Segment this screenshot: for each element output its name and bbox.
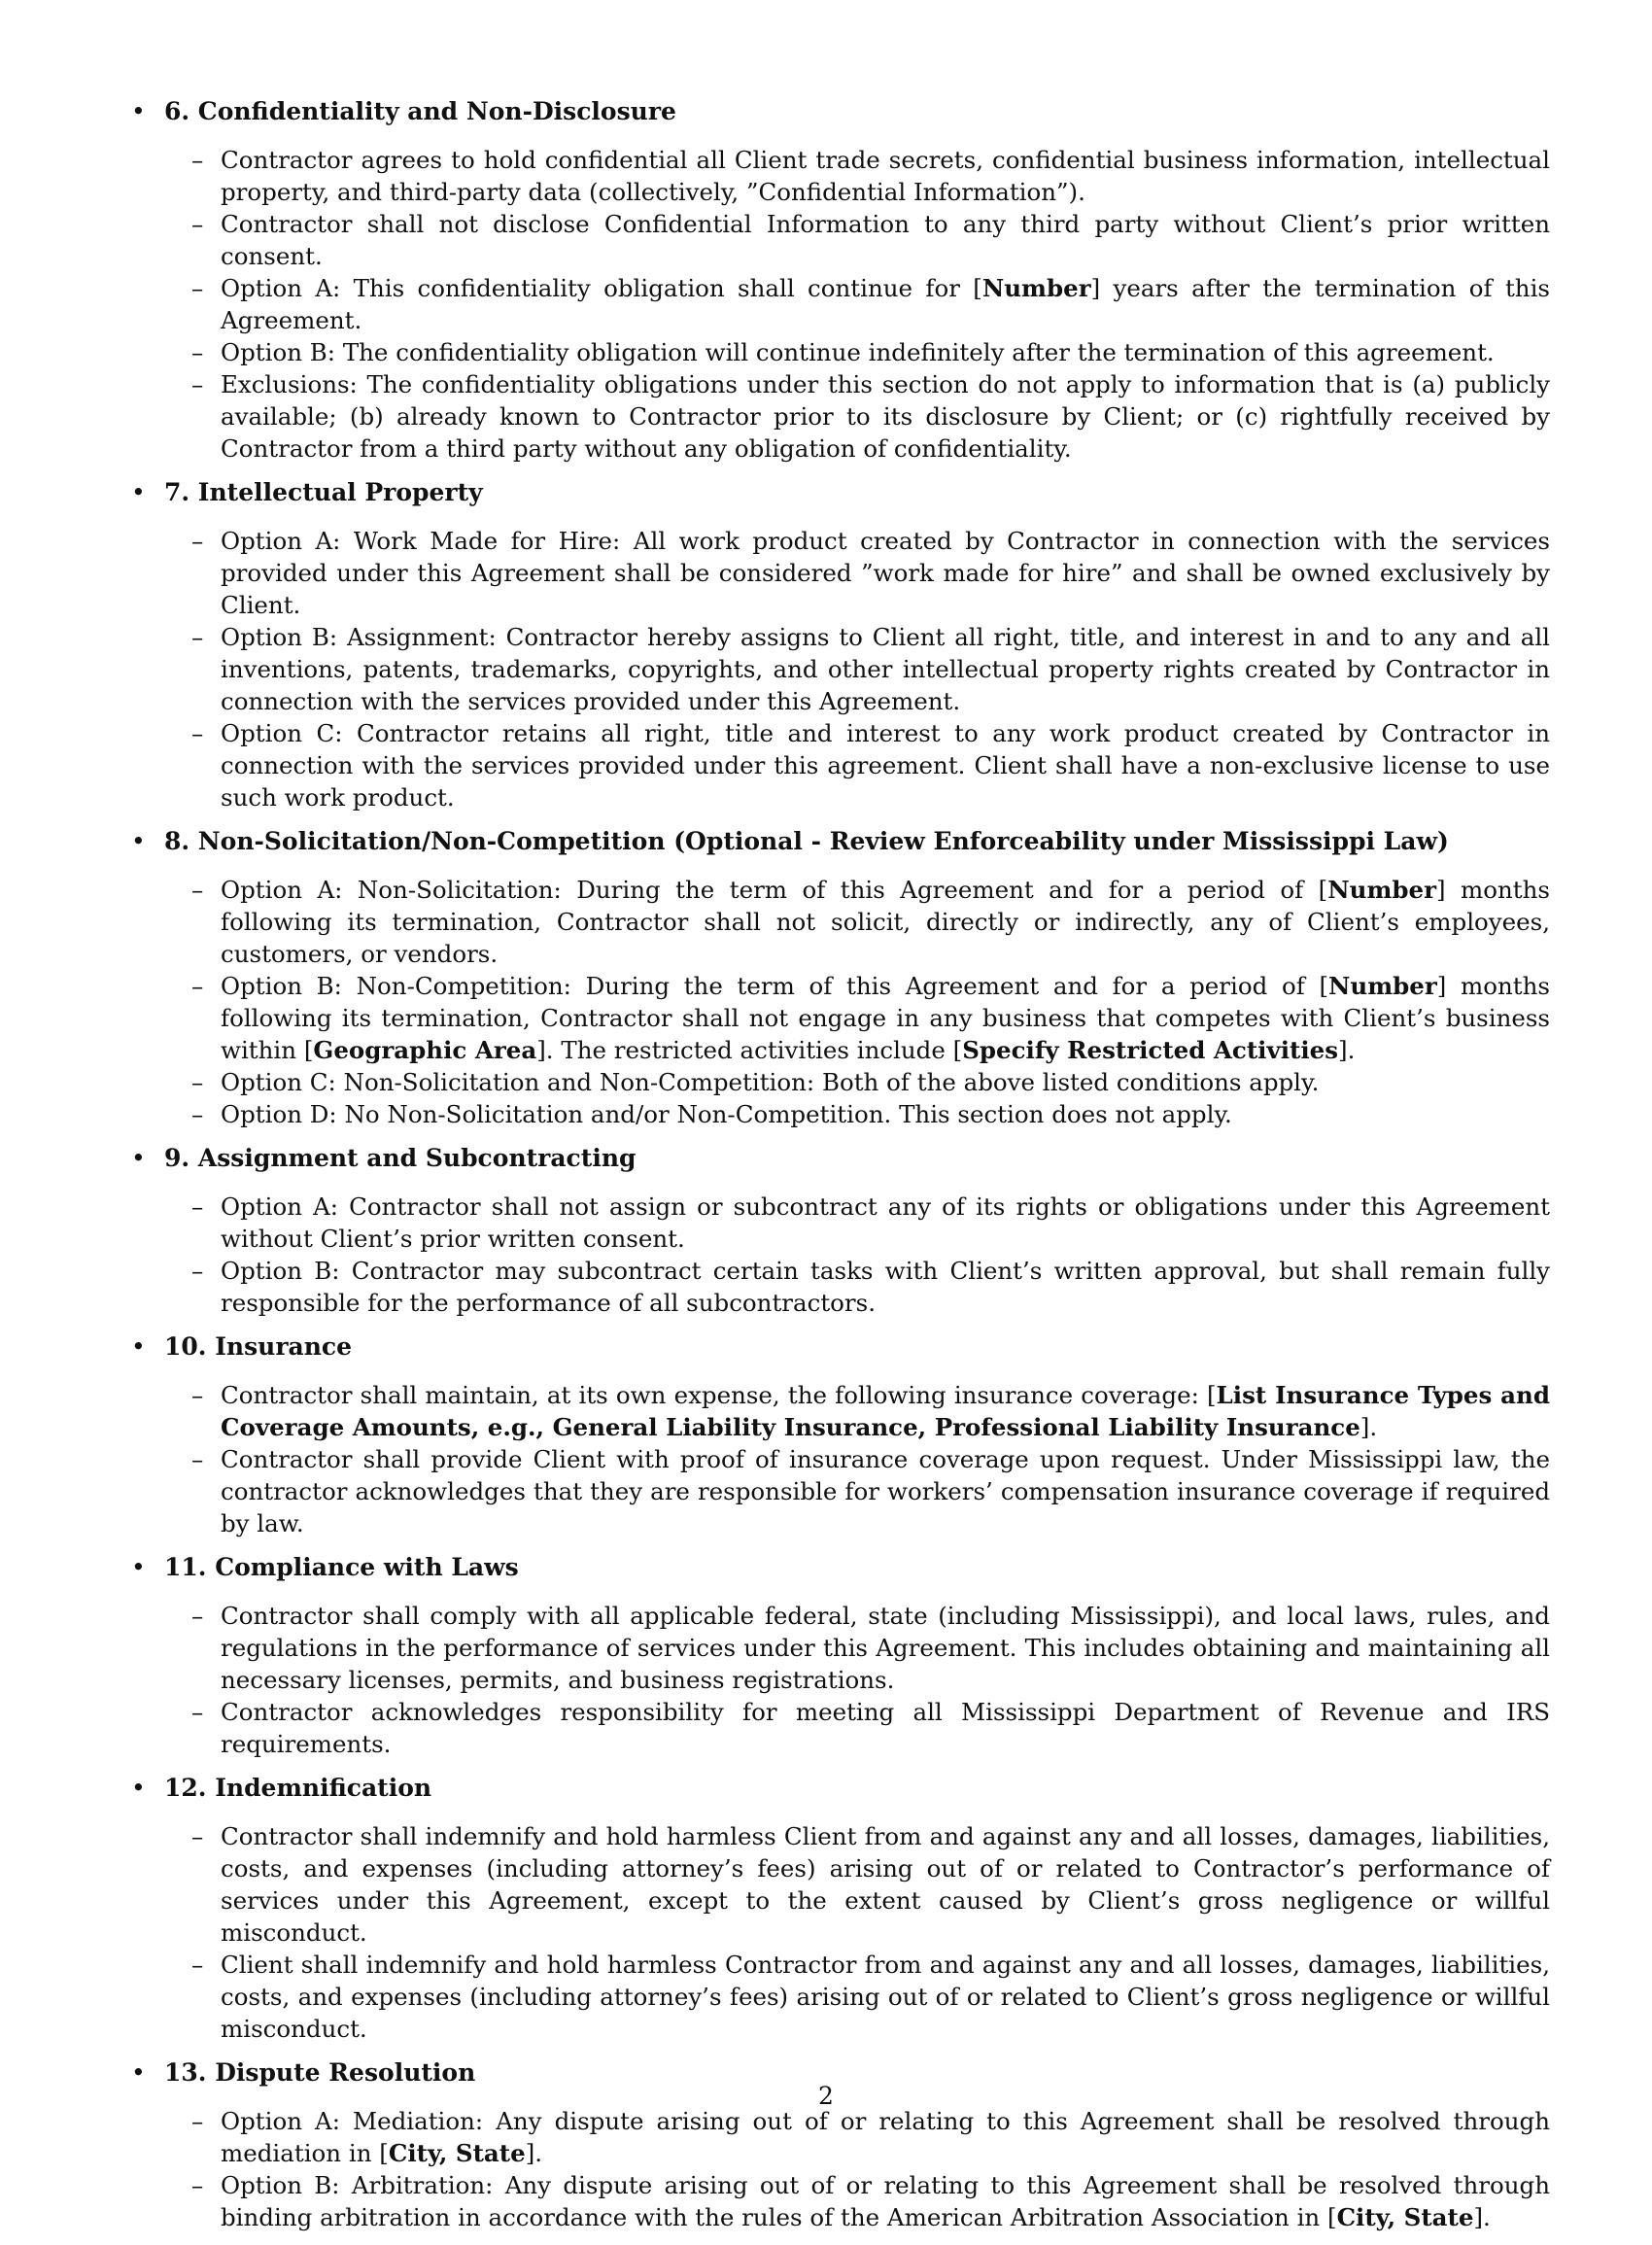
- dash-bullet-icon: –: [191, 876, 204, 904]
- clause-text: ] years after the termination of this Agreement.: [221, 274, 1550, 334]
- clause-text: Option A: Non-Solicitation: During the term of this Agreement and for a period of [: [221, 876, 1328, 904]
- section-10: [131, 1330, 1550, 1539]
- dash-bullet-icon: –: [191, 370, 204, 398]
- document-body: [131, 95, 1550, 2245]
- dash-bullet-icon: –: [191, 1257, 204, 1285]
- section-7: [131, 476, 1550, 813]
- section-heading-text: 7. Intellectual Property: [164, 478, 483, 506]
- placeholder-field: City, State: [388, 2139, 526, 2167]
- page-number: 2: [818, 2082, 834, 2110]
- clause-item: [131, 1696, 1550, 1760]
- clause-text: Option B: Non-Competition: During the term of this Agreement and for a period of [: [221, 972, 1329, 1000]
- section-heading-text: 6. Confidentiality and Non-Disclosure: [164, 97, 676, 125]
- clause-text: Contractor shall comply with all applicable federal, state (including Mississippi), and local laws, rules, and regulations in the performance of services under this Agreement. This includes obtaining and maintaining all necessary licenses, permits, and business registrations.: [221, 1602, 1550, 1694]
- clause-text: Contractor acknowledges responsibility for meeting all Mississippi Department of Revenue and IRS requirements.: [221, 1698, 1550, 1758]
- dash-bullet-icon: –: [191, 1602, 204, 1630]
- section-6: [131, 95, 1550, 465]
- section-heading: [131, 825, 1550, 858]
- dash-bullet-icon: –: [191, 1698, 204, 1726]
- section-heading-text: 13. Dispute Resolution: [164, 2058, 476, 2087]
- bullet-icon: •: [131, 2058, 146, 2087]
- clause-list: [131, 525, 1550, 813]
- clause-text: Option B: Contractor may subcontract certain tasks with Client’s written approval, but shall remain fully responsible for the performance of all subcontractors.: [221, 1257, 1550, 1317]
- clause-text: ].: [1359, 1413, 1378, 1441]
- dash-bullet-icon: –: [191, 274, 204, 302]
- section-heading-text: 10. Insurance: [164, 1332, 352, 1361]
- bullet-icon: •: [131, 1553, 146, 1581]
- clause-text: Option B: Arbitration: Any dispute arising out of or relating to this Agreement shall be resolved through binding arbitration in accordance with the rules of the American Arbitration Association in [: [221, 2171, 1550, 2231]
- clause-item: [131, 874, 1550, 970]
- dash-bullet-icon: –: [191, 1445, 204, 1473]
- clause-item: [131, 208, 1550, 272]
- clause-item: [131, 1066, 1550, 1098]
- clause-item: [131, 336, 1550, 368]
- section-heading: [131, 1142, 1550, 1175]
- clause-text: Option A: This confidentiality obligation shall continue for [: [221, 274, 982, 302]
- clause-text: Option B: Assignment: Contractor hereby assigns to Client all right, title, and interest in and to any and all inventions, patents, trademarks, copyrights, and other intellectual property rights created by Contractor in connection with the services provided under this Agreement.: [221, 623, 1550, 715]
- bullet-icon: •: [131, 827, 146, 855]
- clause-text: Option A: Work Made for Hire: All work product created by Contractor in connection with the services provided under this Agreement shall be considered ”work made for hire” and shall be owned exclusively by Client.: [221, 527, 1550, 619]
- clause-text: Option D: No Non-Solicitation and/or Non-Competition. This section does not apply.: [221, 1100, 1232, 1128]
- bullet-icon: •: [131, 1332, 146, 1361]
- clause-item: [131, 1443, 1550, 1539]
- bullet-icon: •: [131, 478, 146, 506]
- dash-bullet-icon: –: [191, 1100, 204, 1128]
- section-9: [131, 1142, 1550, 1319]
- dash-bullet-icon: –: [191, 1068, 204, 1096]
- dash-bullet-icon: –: [191, 1951, 204, 1979]
- placeholder-field: Specify Restricted Activities: [962, 1036, 1339, 1064]
- clause-text: Contractor agrees to hold confidential all Client trade secrets, confidential business information, intellectual property, and third-party data (collectively, ”Confidential Information”).: [221, 146, 1550, 206]
- dash-bullet-icon: –: [191, 146, 204, 174]
- clause-text: Contractor shall provide Client with proof of insurance coverage upon request. Under Mississippi law, the contractor acknowledges that they are responsible for workers’ compensation insurance coverage if required by law.: [221, 1445, 1550, 1537]
- bullet-icon: •: [131, 1144, 146, 1172]
- dash-bullet-icon: –: [191, 1192, 204, 1221]
- clause-item: [131, 1600, 1550, 1696]
- placeholder-field: Number: [1328, 972, 1437, 1000]
- clause-item: [131, 970, 1550, 1066]
- clause-text: Contractor shall maintain, at its own expense, the following insurance coverage: [: [221, 1381, 1217, 1409]
- section-heading-text: 11. Compliance with Laws: [164, 1553, 519, 1581]
- clause-text: ].: [525, 2139, 543, 2167]
- dash-bullet-icon: –: [191, 972, 204, 1000]
- section-8: [131, 825, 1550, 1130]
- clause-text: Contractor shall not disclose Confidential Information to any third party without Client’s prior written consent.: [221, 210, 1550, 270]
- placeholder-field: Number: [981, 274, 1091, 302]
- clause-list: [131, 144, 1550, 465]
- section-heading-text: 12. Indemnification: [164, 1774, 432, 1802]
- clause-item: [131, 717, 1550, 813]
- clause-text: ].: [1338, 1036, 1356, 1064]
- clause-item: [131, 1949, 1550, 2045]
- clause-text: Contractor shall indemnify and hold harmless Client from and against any and all losses, damages, liabilities, costs, and expenses (including attorney’s fees) arising out of or related to Contractor’s performance of services under this Agreement, except to the extent caused by Client’s gross negligence or willful misconduct.: [221, 1822, 1550, 1947]
- section-heading: [131, 1772, 1550, 1805]
- placeholder-field: Number: [1327, 876, 1437, 904]
- clause-list: [131, 1820, 1550, 2045]
- clause-list: [131, 874, 1550, 1130]
- section-heading-text: 8. Non-Solicitation/Non-Competition (Optional - Review Enforceability under Mississippi Law): [164, 827, 1449, 855]
- clause-text: ]. The restricted activities include [: [536, 1036, 963, 1064]
- clause-item: [131, 1098, 1550, 1130]
- dash-bullet-icon: –: [191, 1381, 204, 1409]
- dash-bullet-icon: –: [191, 2107, 204, 2135]
- dash-bullet-icon: –: [191, 210, 204, 238]
- placeholder-field: List Insurance Types and Coverage Amounts, e.g., General Liability Insurance, Professional Liability Insurance: [221, 1381, 1550, 1441]
- clause-item: [131, 1379, 1550, 1443]
- clause-text: ].: [1473, 2203, 1491, 2231]
- bullet-icon: •: [131, 1774, 146, 1802]
- placeholder-field: Geographic Area: [313, 1036, 537, 1064]
- dash-bullet-icon: –: [191, 338, 204, 366]
- clause-text: Client shall indemnify and hold harmless Contractor from and against any and all losses, damages, liabilities, costs, and expenses (including attorney’s fees) arising out of or related to Client’s gross negligence or willful misconduct.: [221, 1951, 1550, 2043]
- dash-bullet-icon: –: [191, 719, 204, 747]
- clause-text: Option C: Non-Solicitation and Non-Competition: Both of the above listed conditions apply.: [221, 1068, 1320, 1096]
- dash-bullet-icon: –: [191, 623, 204, 651]
- bullet-icon: •: [131, 97, 146, 125]
- clause-item: [131, 621, 1550, 717]
- section-heading-text: 9. Assignment and Subcontracting: [164, 1144, 637, 1172]
- clause-item: [131, 368, 1550, 465]
- clause-list: [131, 1191, 1550, 1319]
- clause-item: [131, 525, 1550, 621]
- clause-list: [131, 1600, 1550, 1760]
- clause-text: Exclusions: The confidentiality obligations under this section do not apply to information that is (a) publicly available; (b) already known to Contractor prior to its disclosure by Client; or (c) rightfully received by Contractor from a third party without any obligation of confidentiality.: [221, 370, 1550, 463]
- clause-item: [131, 1820, 1550, 1949]
- clause-text: Option A: Mediation: Any dispute arising out of or relating to this Agreement shall be resolved through mediation in [: [221, 2107, 1550, 2167]
- clause-text: ] months following its termination, Contractor shall not solicit, directly or indirectly, any of Client’s employees, customers, or vendors.: [221, 876, 1550, 968]
- dash-bullet-icon: –: [191, 1822, 204, 1850]
- section-heading: [131, 476, 1550, 509]
- dash-bullet-icon: –: [191, 527, 204, 555]
- section-12: [131, 1772, 1550, 2045]
- clause-text: ] months following its termination, Contractor shall not engage in any business that competes with Client’s business within [: [221, 972, 1550, 1064]
- clause-text: Option A: Contractor shall not assign or subcontract any of its rights or obligations under this Agreement without Client’s prior written consent.: [221, 1192, 1550, 1253]
- clause-item: [131, 1191, 1550, 1255]
- section-heading: [131, 1330, 1550, 1364]
- clause-list: [131, 2105, 1550, 2233]
- clause-item: [131, 144, 1550, 208]
- dash-bullet-icon: –: [191, 2171, 204, 2199]
- placeholder-field: City, State: [1336, 2203, 1474, 2231]
- section-heading: [131, 95, 1550, 128]
- clause-item: [131, 1255, 1550, 1319]
- clause-text: Option C: Contractor retains all right, title and interest to any work product created by Contractor in connection with the services provided under this agreement. Client shall have a non-exclusive license to use such work product.: [221, 719, 1550, 812]
- clause-item: [131, 2169, 1550, 2233]
- clause-text: Option B: The confidentiality obligation will continue indefinitely after the termination of this agreement.: [221, 338, 1495, 366]
- section-11: [131, 1551, 1550, 1760]
- clause-item: [131, 272, 1550, 336]
- clause-list: [131, 1379, 1550, 1539]
- section-heading: [131, 1551, 1550, 1584]
- clause-item: [131, 2105, 1550, 2169]
